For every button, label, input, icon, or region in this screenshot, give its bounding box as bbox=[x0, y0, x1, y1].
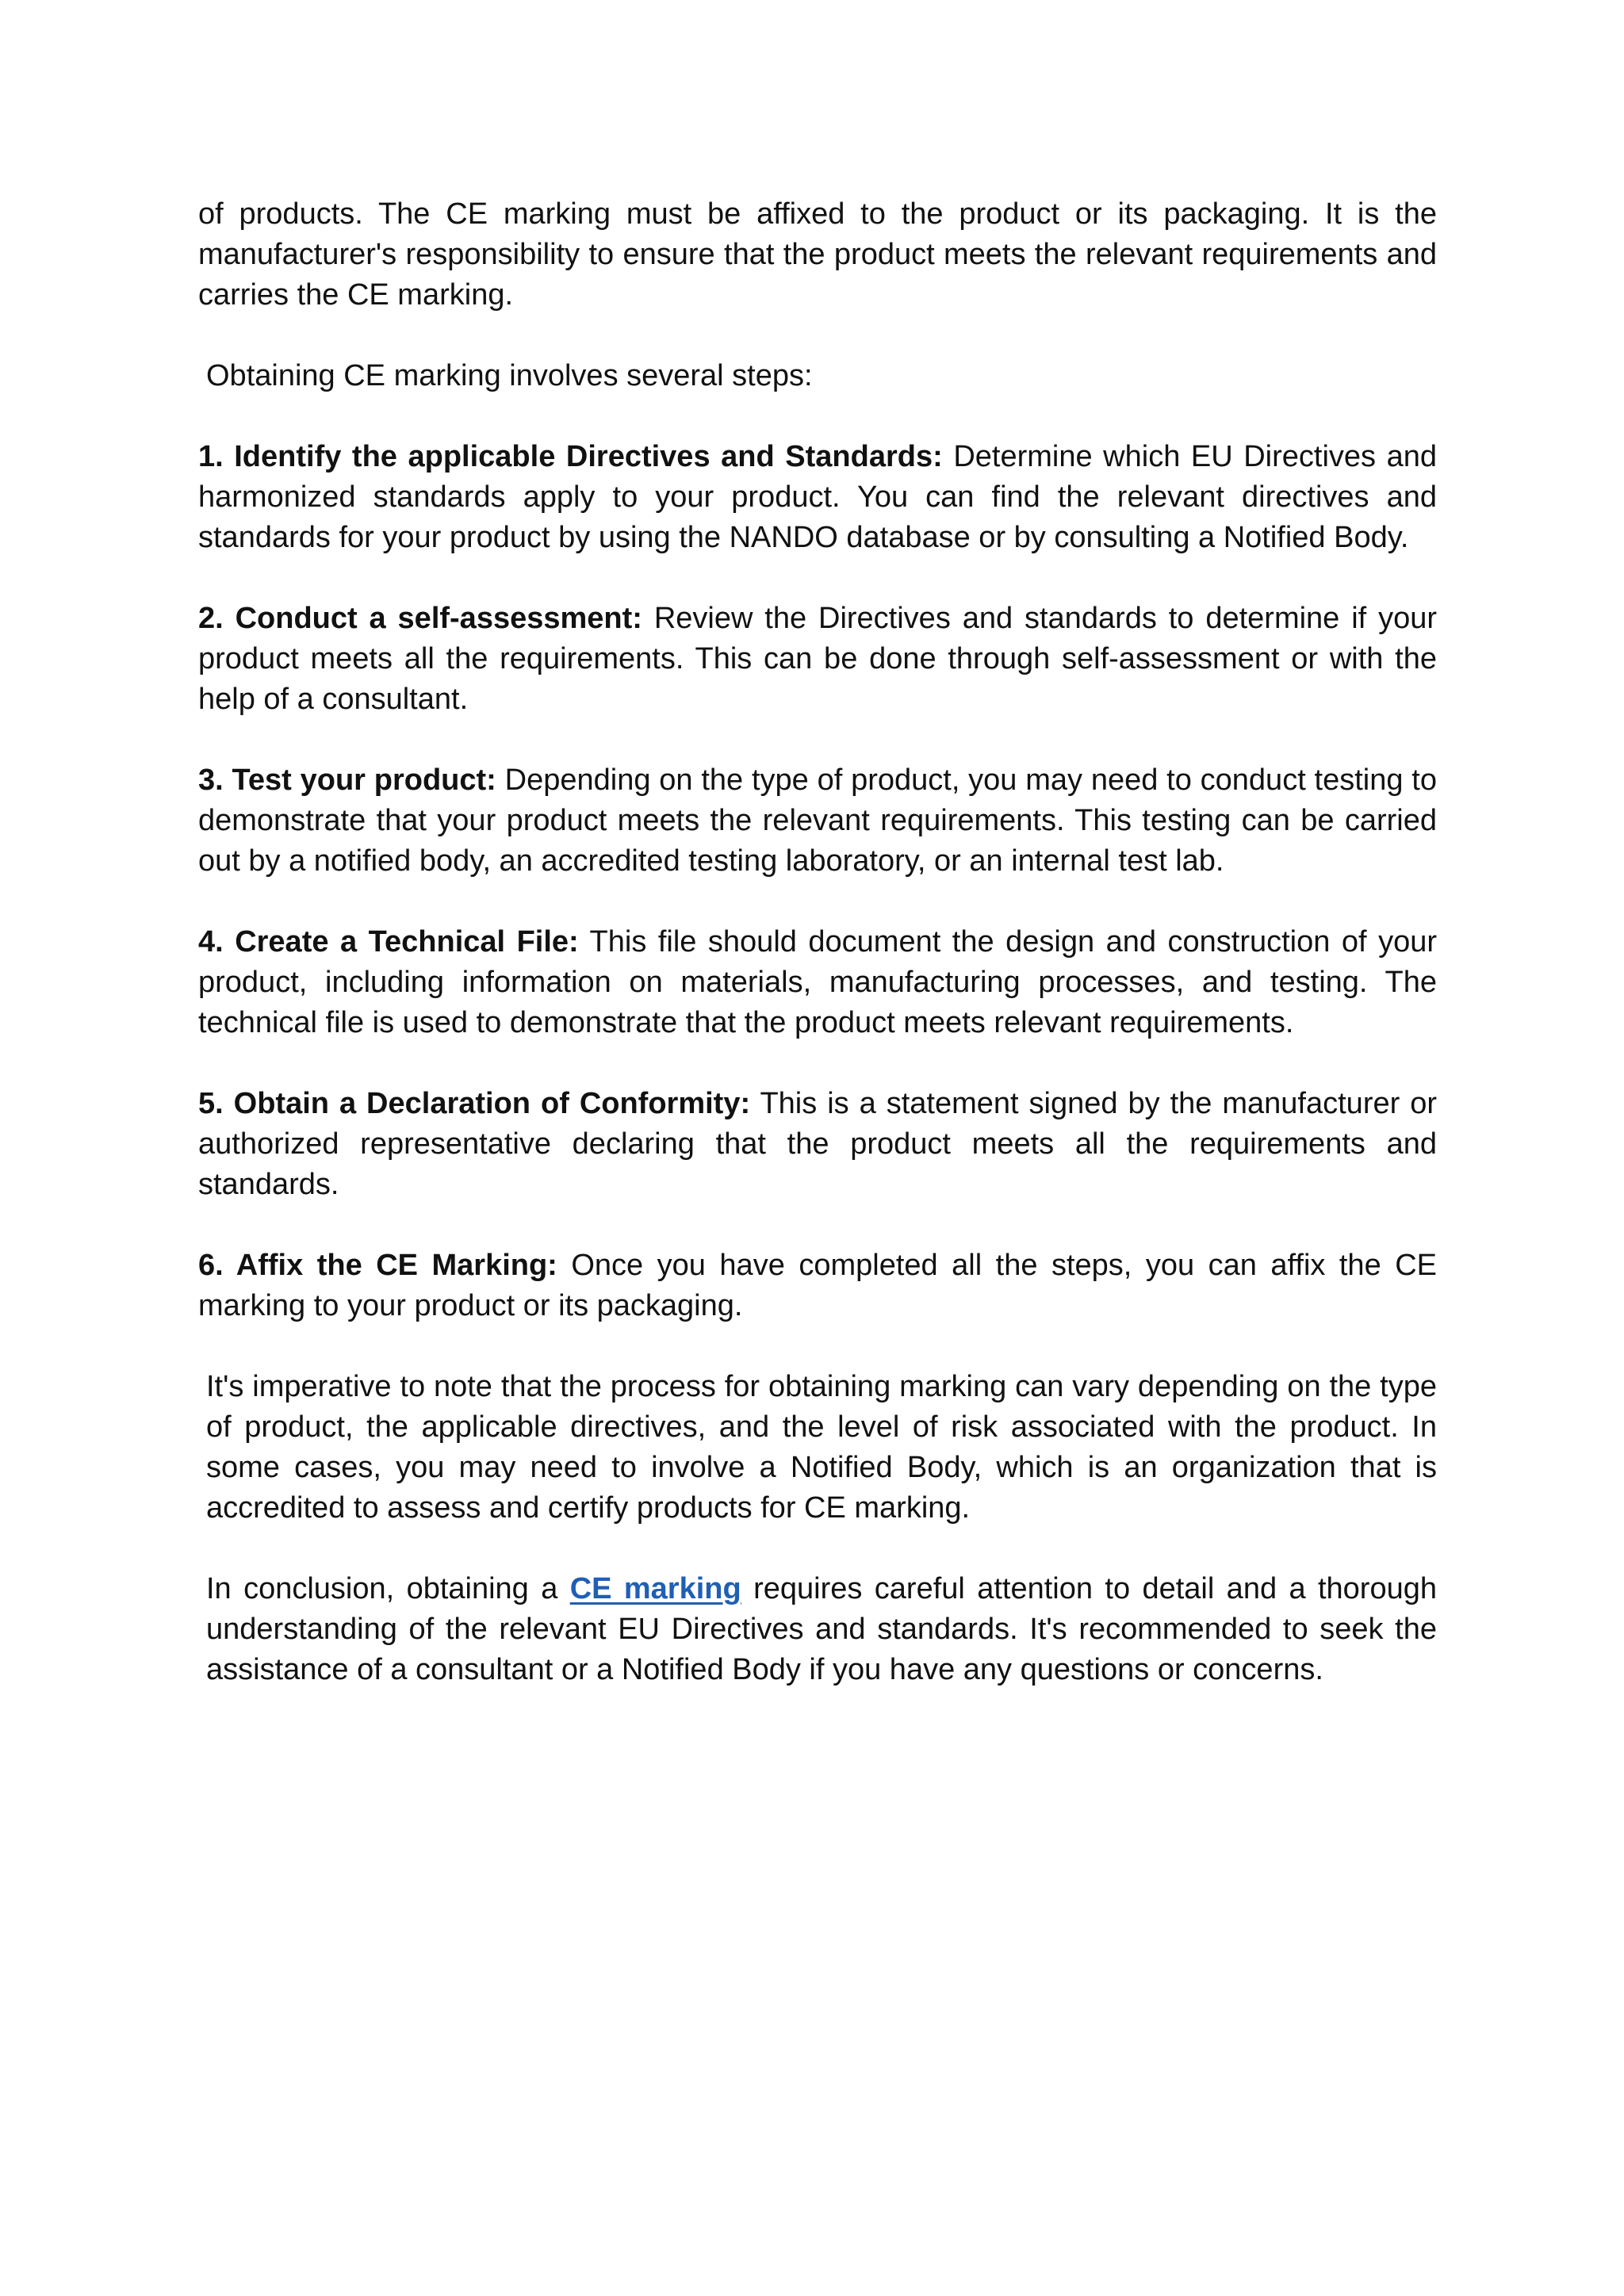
step-6-paragraph bbox=[198, 1246, 1437, 1326]
conclusion-text-after: requires careful attention to detail and a thorough understanding of the relevant EU Directives and standards. It's recommended to seek the assistance of a consultant or a Notified Body if you have any questions or concerns. bbox=[206, 1572, 1437, 1686]
step-3-text: Depending on the type of product, you may need to conduct testing to demonstrate that your product meets the relevant requirements. This testing can be carried out by a notified body, an accredited testing laboratory, or an internal test lab. bbox=[198, 763, 1437, 878]
step-6-heading: 6. Affix the CE Marking: bbox=[198, 1249, 557, 1282]
step-3-heading: 3. Test your product: bbox=[198, 763, 496, 797]
step-2-paragraph bbox=[198, 599, 1437, 720]
step-6-text: Once you have completed all the steps, you can affix the CE marking to your product or its packaging. bbox=[198, 1249, 1437, 1322]
ce-marking-link[interactable]: CE marking bbox=[569, 1572, 741, 1605]
step-4-heading: 4. Create a Technical File: bbox=[198, 925, 579, 959]
intro-paragraph: of products. The CE marking must be affixed to the product or its packaging. It is the manufacturer's responsibility to ensure that the product meets the relevant requirements and carries the CE marking. bbox=[198, 197, 1437, 312]
step-4-paragraph bbox=[198, 922, 1437, 1043]
step-5-paragraph bbox=[198, 1084, 1437, 1205]
document-body bbox=[198, 194, 1437, 1731]
steps-intro-paragraph: Obtaining CE marking involves several steps: bbox=[206, 359, 813, 392]
conclusion-text-before: In conclusion, obtaining a bbox=[206, 1572, 558, 1605]
step-2-heading: 2. Conduct a self-assessment: bbox=[198, 602, 642, 635]
step-2-text: Review the Directives and standards to determine if your product meets all the requirements. This can be done through self-assessment or with the help of a consultant. bbox=[198, 602, 1437, 716]
step-5-heading: 5. Obtain a Declaration of Conformity: bbox=[198, 1087, 751, 1120]
step-4-text: This file should document the design and construction of your product, including information on materials, manufacturing processes, and testing. The technical file is used to demonstrate that the product meets relevant requirements. bbox=[198, 925, 1437, 1039]
step-1-paragraph bbox=[198, 437, 1437, 558]
conclusion-paragraph bbox=[198, 1569, 1437, 1690]
note-paragraph: It's imperative to note that the process for obtaining marking can vary depending on the type of product, the applicable directives, and the level of risk associated with the product. In some cases, you may need to involve a Notified Body, which is an organization that is accredited to assess and certify products for CE marking. bbox=[206, 1370, 1437, 1525]
step-1-text: Determine which EU Directives and harmonized standards apply to your product. You can find the relevant directives and standards for your product by using the NANDO database or by consulting a Notified Body. bbox=[198, 440, 1438, 554]
step-1-heading: 1. Identify the applicable Directives and Standards: bbox=[198, 440, 943, 473]
step-5-text: This is a statement signed by the manufacturer or authorized representative declaring that the product meets all the requirements and standards. bbox=[198, 1087, 1438, 1201]
step-3-paragraph bbox=[198, 760, 1437, 882]
